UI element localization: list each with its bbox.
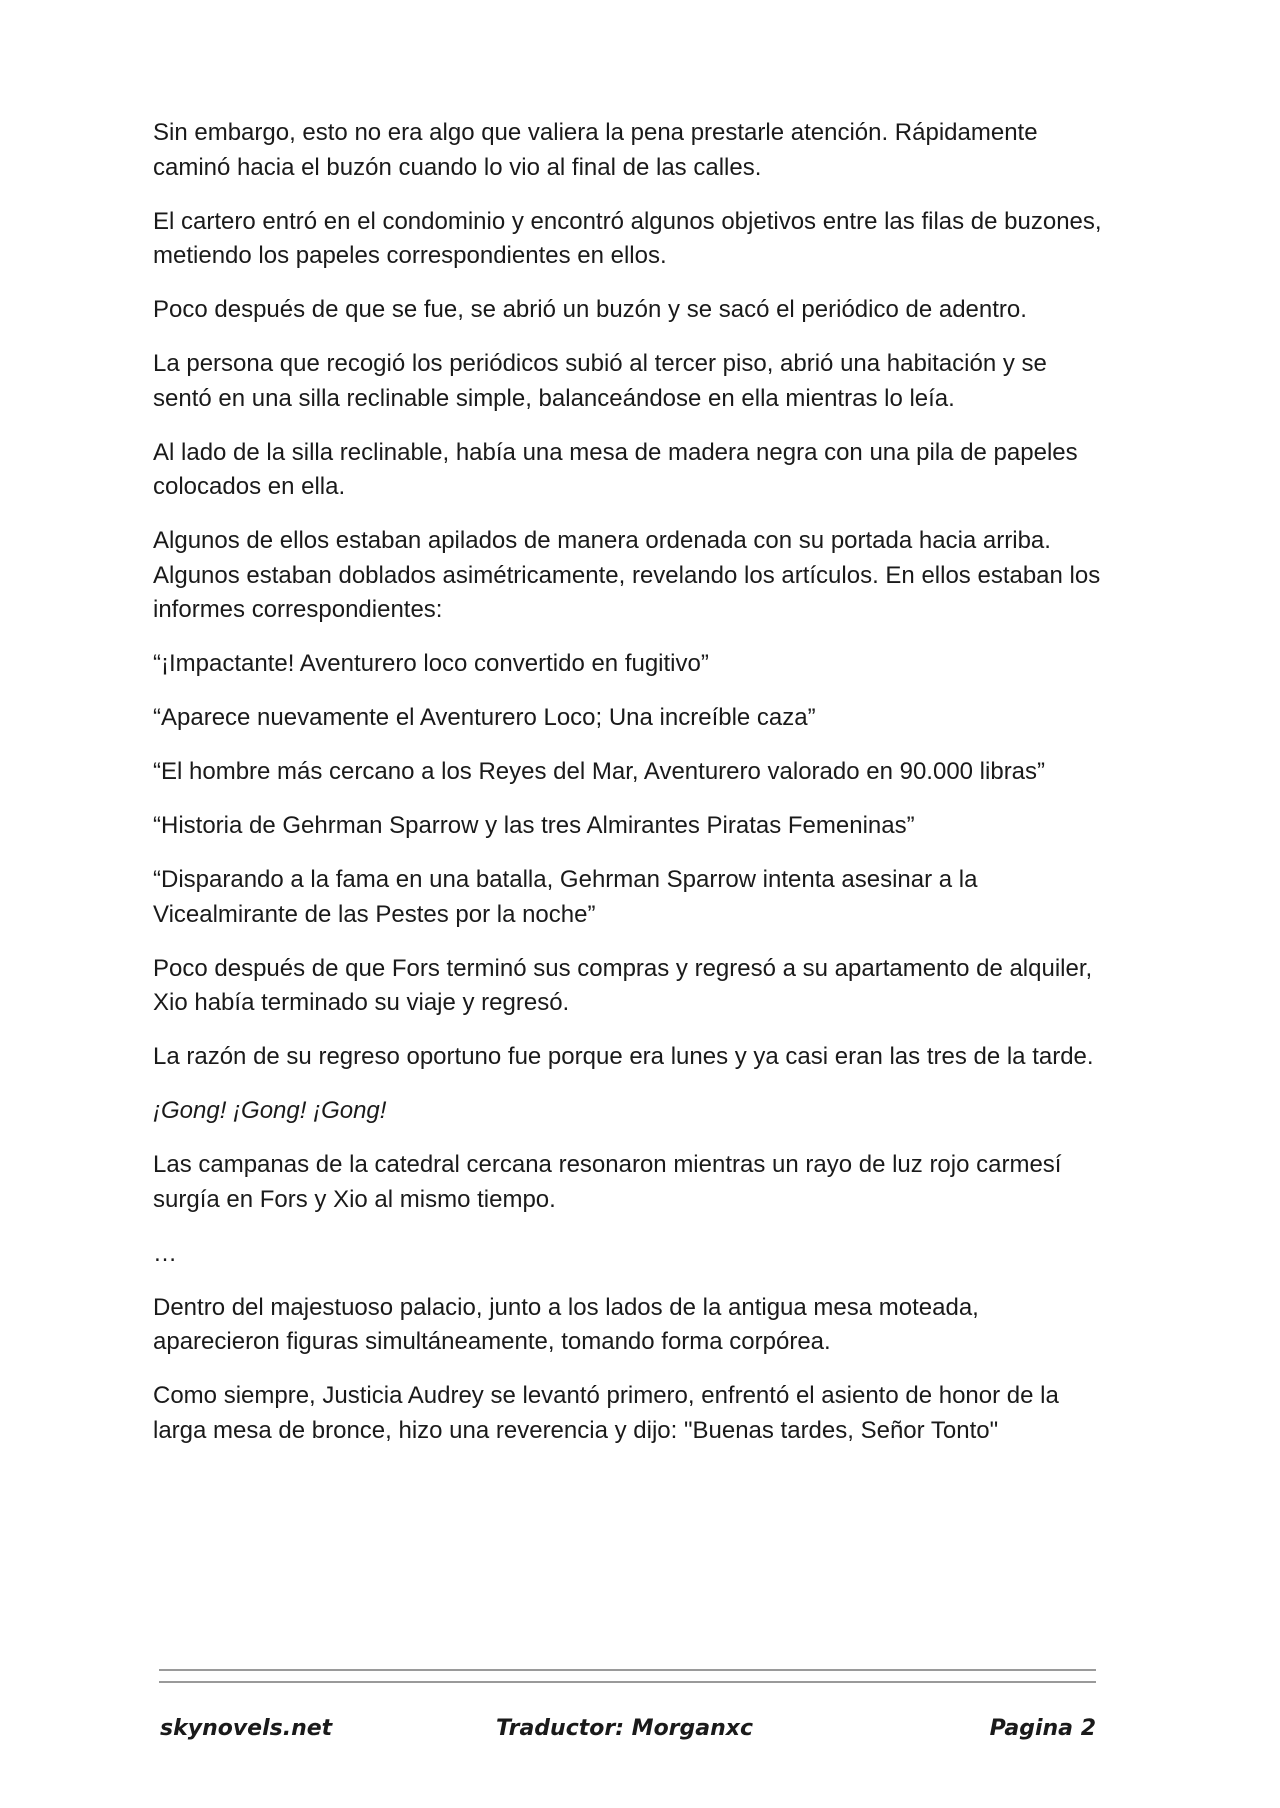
footer-site: skynovels.net [160,1716,333,1741]
paragraph: Sin embargo, esto no era algo que valiera la pena prestarle atención. Rápidamente caminó hacia el buzón cuando lo vio al final de las calles. [153,119,1038,181]
headline-quote: “Disparando a la fama en una batalla, Gehrman Sparrow intenta asesinar a la Vicealmirante de las Pestes por la noche” [153,866,978,928]
paragraph: Poco después de que se fue, se abrió un buzón y se sacó el periódico de adentro. [153,296,1027,323]
paragraph: Dentro del majestuoso palacio, junto a los lados de la antigua mesa moteada, aparecieron figuras simultáneamente, tomando forma corpórea. [153,1293,979,1355]
scene-break: … [153,1239,177,1267]
headline-quote: “Historia de Gehrman Sparrow y las tres Almirantes Piratas Femeninas” [153,812,915,839]
footer-divider-top [159,1669,1096,1671]
headline-quote: “El hombre más cercano a los Reyes del Mar, Aventurero valorado en 90.000 libras” [153,758,1046,785]
headline-quote: “Aparece nuevamente el Aventurero Loco; Una increíble caza” [153,704,816,731]
footer-divider-bottom [159,1681,1096,1683]
footer-translator: Traductor: Morganxc [496,1716,754,1741]
paragraph: Las campanas de la catedral cercana resonaron mientras un rayo de luz rojo carmesí surgía en Fors y Xio al mismo tiempo. [153,1151,1062,1213]
footer-page-number: Pagina 2 [989,1716,1096,1741]
paragraph: Algunos de ellos estaban apilados de manera ordenada con su portada hacia arriba. Algunos estaban doblados asimétricamente, revelando los artículos. En ellos estaban los informes correspondientes: [153,527,1101,623]
paragraph: Como siempre, Justicia Audrey se levantó primero, enfrentó el asiento de honor de la larga mesa de bronce, hizo una reverencia y dijo: "Buenas tardes, Señor Tonto" [153,1382,1059,1444]
headline-quote: “¡Impactante! Aventurero loco convertido en fugitivo” [153,650,709,677]
body-text [153,116,1103,1468]
paragraph: Poco después de que Fors terminó sus compras y regresó a su apartamento de alquiler, Xio había terminado su viaje y regresó. [153,954,1093,1016]
paragraph: El cartero entró en el condominio y encontró algunos objetivos entre las filas de buzones, metiendo los papeles correspondientes en ellos. [153,207,1102,269]
paragraph: La razón de su regreso oportuno fue porque era lunes y ya casi eran las tres de la tarde. [153,1043,1094,1070]
paragraph: Al lado de la silla reclinable, había una mesa de madera negra con una pila de papeles colocados en ella. [153,438,1078,500]
paragraph: La persona que recogió los periódicos subió al tercer piso, abrió una habitación y se sentó en una silla reclinable simple, balanceándose en ella mientras lo leía. [153,350,1047,412]
sound-effect-line: ¡Gong! ¡Gong! ¡Gong! [153,1097,387,1124]
